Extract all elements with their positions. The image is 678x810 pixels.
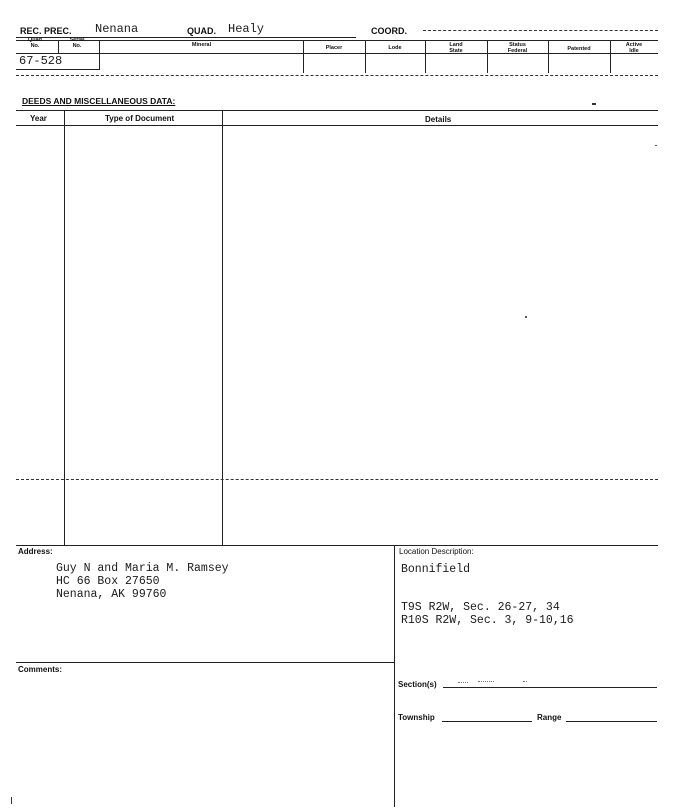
deeds-header-rule	[16, 125, 658, 126]
township-fill-line	[442, 721, 532, 722]
faint-mark	[523, 681, 527, 684]
speck-mark	[525, 316, 527, 318]
deeds-dashed-line	[16, 479, 658, 480]
col-land-state: Land State	[449, 42, 463, 54]
col-details: Details	[425, 115, 452, 124]
location-name: Bonnifield	[401, 563, 471, 576]
deeds-col-divider	[64, 110, 65, 546]
col-active-idle: Active Idle	[625, 42, 643, 54]
col-divider	[58, 40, 59, 53]
col-patented: Patented	[567, 46, 591, 52]
table-top-rule	[16, 40, 658, 41]
township-label: Township	[398, 713, 435, 722]
col-placer: Placer	[325, 45, 343, 51]
deeds-section-title: DEEDS AND MISCELLANEOUS DATA:	[22, 96, 176, 106]
address-label: Address:	[18, 547, 53, 556]
faint-mark	[458, 682, 468, 685]
address-line: HC 66 Box 27650	[56, 575, 160, 588]
col-status-federal: Status Federal	[507, 42, 528, 54]
comments-top-rule	[16, 662, 395, 663]
col-divider	[365, 40, 366, 73]
sections-label: Section(s)	[398, 680, 437, 689]
coord-dashed-line	[423, 30, 658, 31]
sections-fill-line	[443, 687, 657, 688]
coord-label: COORD.	[371, 26, 407, 36]
speck-mark	[592, 103, 596, 105]
col-divider	[610, 40, 611, 73]
range-label: Range	[537, 713, 562, 722]
col-divider	[487, 40, 488, 73]
col-divider	[425, 40, 426, 73]
address-block	[56, 562, 229, 601]
rec-prec-label: REC. PREC.	[20, 26, 72, 36]
bottom-col-divider	[394, 545, 395, 807]
col-mineral: Mineral	[191, 42, 212, 48]
quad-label: QUAD.	[187, 26, 216, 36]
col-lode: Lode	[388, 45, 402, 51]
col-serial-no: Serial No.	[69, 37, 85, 49]
faint-mark	[478, 681, 494, 684]
row-underline	[16, 69, 100, 70]
deeds-col-divider	[222, 110, 223, 546]
speck-mark	[655, 145, 657, 146]
address-line: Guy N and Maria M. Ramsey	[56, 562, 229, 575]
quad-number-value: 67-528	[19, 54, 63, 68]
col-type-of-document: Type of Document	[105, 114, 175, 123]
col-year: Year	[30, 114, 47, 123]
rec-prec-value: Nenana	[95, 22, 139, 36]
col-divider	[303, 40, 304, 73]
location-line: T9S R2W, Sec. 26-27, 34	[401, 601, 560, 614]
location-legal-block	[401, 601, 574, 627]
table-bottom-dashed	[16, 75, 658, 76]
comments-label: Comments:	[18, 665, 63, 674]
address-line: Nenana, AK 99760	[56, 588, 167, 601]
col-divider	[548, 40, 549, 73]
col-quad-no: Quad No.	[27, 37, 43, 49]
range-fill-line	[566, 721, 657, 722]
deeds-bottom-rule	[16, 545, 658, 546]
location-line: R10S R2W, Sec. 3, 9-10,16	[401, 614, 574, 627]
margin-tick-mark	[11, 797, 12, 804]
col-divider	[99, 40, 100, 70]
deeds-top-rule	[16, 110, 658, 111]
location-description-label: Location Description:	[399, 547, 474, 556]
quad-value: Healy	[228, 22, 265, 36]
table-header-rule	[16, 53, 658, 54]
